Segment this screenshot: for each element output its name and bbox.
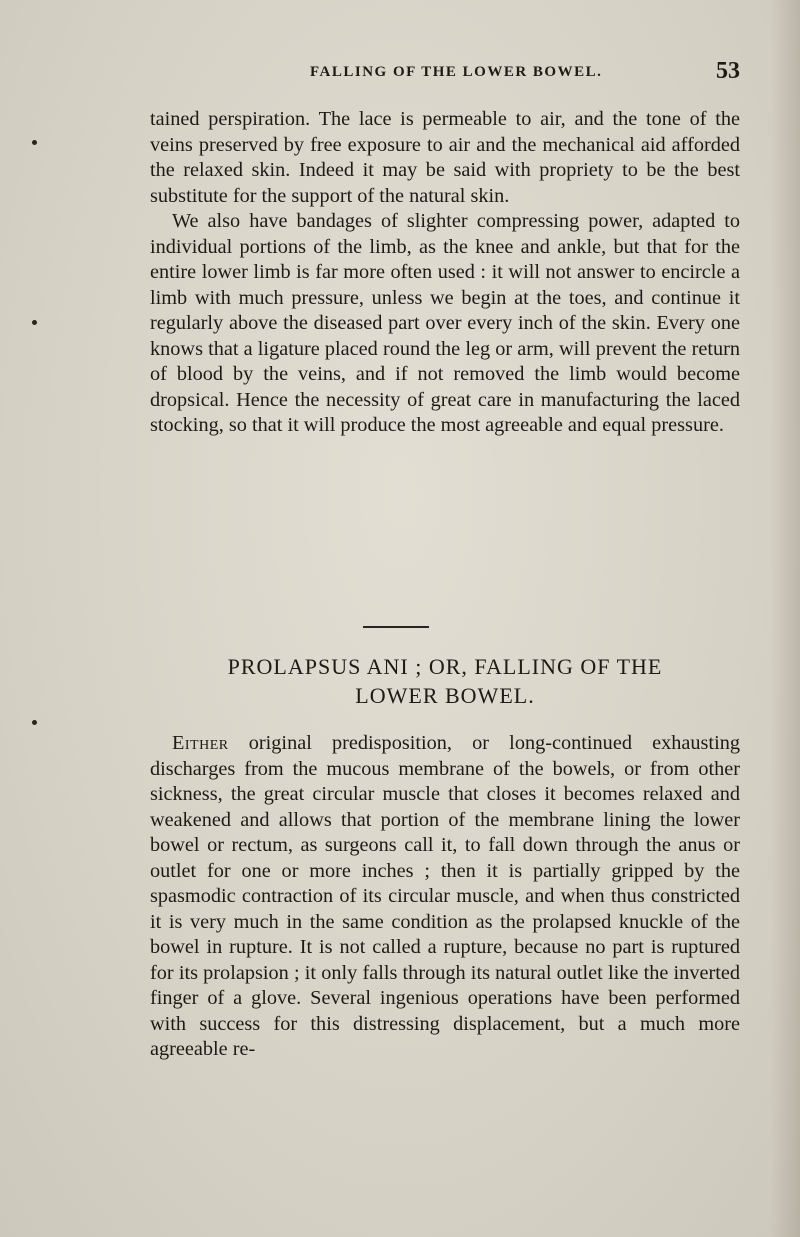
lead-word: Either (172, 732, 229, 754)
paragraph (150, 731, 740, 1063)
page-edge-shadow (770, 0, 800, 1237)
section-heading: PROLAPSUS ANI ; OR, FALLING OF THE (227, 654, 663, 679)
page-number: 53 (716, 58, 740, 84)
paragraph: We also have bandages of slighter compressing power, adapted to individual portions of the limb, as the knee and ankle, but that for the entire lower limb is far more often used : it will not answer to encircle a limb with much pressure, unless we begin at the toes, and continue it regularly above the diseased part over every inch of the skin. Every one knows that a ligature placed round the leg or arm, will prevent the return of blood by the veins, and if not removed the limb would become dropsical. Hence the necessity of great care in manufacturing the laced stocking, so that it will produce the most agreeable and equal pressure. (150, 210, 740, 436)
margin-speck (32, 320, 37, 325)
section-divider (363, 626, 429, 628)
continued-text (150, 107, 740, 439)
paragraph-text: original predisposition, or long-continued exhausting discharges from the mucous membrane of the bowels, or from other sickness, the great circular muscle that closes it becomes relaxed and weakened and allows that portion of the membrane lining the lower bowel or rectum, as surgeons call it, to fall down through the anus or outlet for one or more inches ; then it is partially gripped by the spasmodic contraction of its circular muscle, and when thus constricted it is very much in the same condition as the prolapsed knuckle of the bowel in rupture. It is not called a rupture, because no part is ruptured for its prolapsion ; it only falls through its natural outlet like the inverted finger of a glove. Several ingenious operations have been performed with success for this distressing displacement, but a much more agreeable re- (150, 732, 740, 1060)
section-text (150, 731, 740, 1063)
running-head (150, 58, 740, 88)
margin-speck (32, 140, 37, 145)
running-title: FALLING OF THE LOWER BOWEL. (310, 64, 603, 80)
section-heading-continued: LOWER BOWEL. (355, 683, 535, 708)
paragraph: tained perspiration. The lace is permeable to air, and the tone of the veins preserved by free exposure to air and the mechanical aid afforded the relaxed skin. Indeed it may be said with propriety to be the best substitute for the support of the natural skin. (150, 108, 740, 207)
margin-speck (32, 720, 37, 725)
